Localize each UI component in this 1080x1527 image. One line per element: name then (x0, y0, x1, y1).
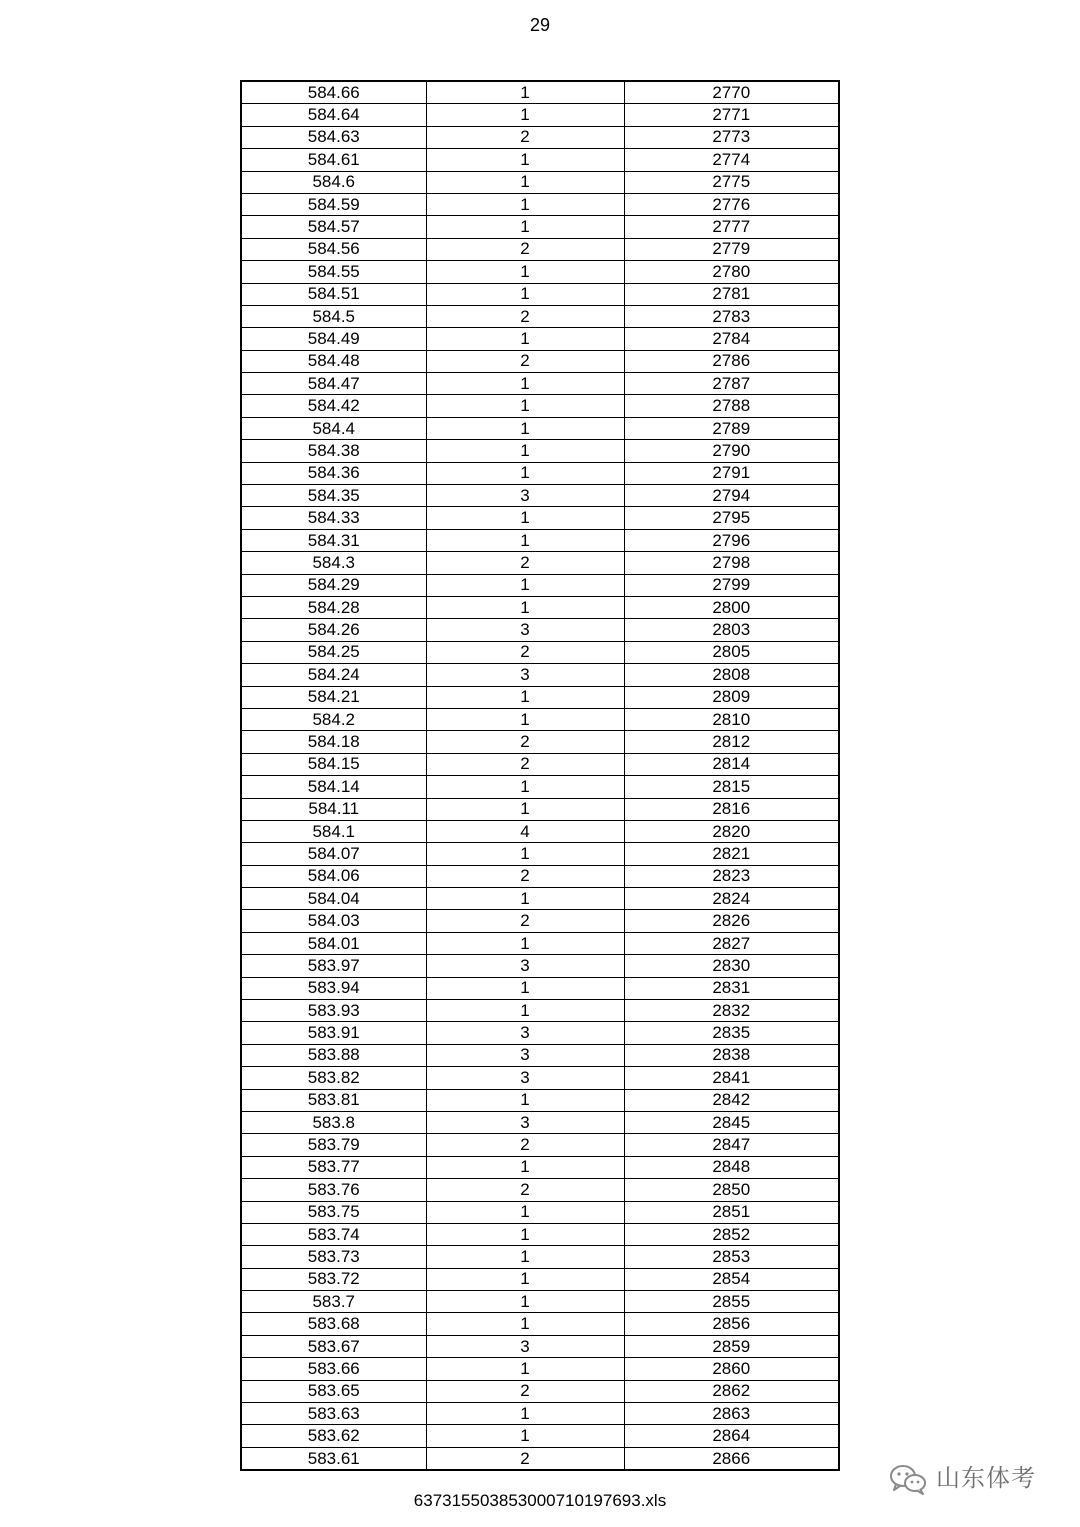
count-cell: 1 (426, 686, 624, 708)
cumulative-cell: 2794 (624, 485, 839, 507)
table-row (241, 1134, 839, 1156)
score-cell: 584.18 (241, 731, 426, 753)
count-cell: 1 (426, 1000, 624, 1022)
score-cell: 584.25 (241, 641, 426, 663)
count-cell: 2 (426, 1134, 624, 1156)
cumulative-cell: 2850 (624, 1179, 839, 1201)
count-cell: 1 (426, 1403, 624, 1425)
score-cell: 583.81 (241, 1089, 426, 1111)
count-cell: 1 (426, 395, 624, 417)
count-cell: 2 (426, 865, 624, 887)
score-cell: 584.07 (241, 843, 426, 865)
table-row (241, 1246, 839, 1268)
cumulative-cell: 2770 (624, 81, 839, 104)
count-cell: 3 (426, 1067, 624, 1089)
table-row (241, 1067, 839, 1089)
count-cell: 2 (426, 552, 624, 574)
cumulative-cell: 2854 (624, 1268, 839, 1290)
count-cell: 2 (426, 641, 624, 663)
score-cell: 583.94 (241, 977, 426, 999)
count-cell: 1 (426, 1156, 624, 1178)
cumulative-cell: 2781 (624, 283, 839, 305)
cumulative-cell: 2787 (624, 373, 839, 395)
score-cell: 584.59 (241, 193, 426, 215)
count-cell: 1 (426, 932, 624, 954)
score-cell: 584.01 (241, 932, 426, 954)
cumulative-cell: 2784 (624, 328, 839, 350)
count-cell: 1 (426, 708, 624, 730)
cumulative-cell: 2798 (624, 552, 839, 574)
cumulative-cell: 2779 (624, 238, 839, 260)
score-cell: 583.73 (241, 1246, 426, 1268)
cumulative-cell: 2800 (624, 596, 839, 618)
cumulative-cell: 2851 (624, 1201, 839, 1223)
watermark-label: 山东体考 (936, 1465, 1036, 1492)
cumulative-cell: 2830 (624, 955, 839, 977)
cumulative-cell: 2823 (624, 865, 839, 887)
count-cell: 1 (426, 798, 624, 820)
table-row (241, 955, 839, 977)
score-cell: 583.97 (241, 955, 426, 977)
table-row (241, 283, 839, 305)
table-row (241, 1089, 839, 1111)
count-cell: 2 (426, 238, 624, 260)
cumulative-cell: 2841 (624, 1067, 839, 1089)
cumulative-cell: 2853 (624, 1246, 839, 1268)
table-row (241, 664, 839, 686)
count-cell: 1 (426, 843, 624, 865)
score-cell: 584.56 (241, 238, 426, 260)
score-cell: 584.64 (241, 104, 426, 126)
cumulative-cell: 2777 (624, 216, 839, 238)
score-cell: 584.42 (241, 395, 426, 417)
count-cell: 1 (426, 193, 624, 215)
table-row (241, 485, 839, 507)
table-row (241, 440, 839, 462)
score-cell: 584.28 (241, 596, 426, 618)
table-row (241, 1022, 839, 1044)
score-cell: 584.55 (241, 261, 426, 283)
table-row (241, 641, 839, 663)
table-row (241, 708, 839, 730)
cumulative-cell: 2848 (624, 1156, 839, 1178)
cumulative-cell: 2812 (624, 731, 839, 753)
cumulative-cell: 2863 (624, 1403, 839, 1425)
count-cell: 3 (426, 955, 624, 977)
table-row (241, 686, 839, 708)
count-cell: 1 (426, 977, 624, 999)
count-cell: 1 (426, 888, 624, 910)
score-cell: 583.66 (241, 1358, 426, 1380)
count-cell: 1 (426, 1358, 624, 1380)
score-cell: 583.67 (241, 1335, 426, 1357)
cumulative-cell: 2790 (624, 440, 839, 462)
count-cell: 4 (426, 820, 624, 842)
score-cell: 584.24 (241, 664, 426, 686)
count-cell: 3 (426, 1022, 624, 1044)
table-row (241, 1358, 839, 1380)
table-row (241, 305, 839, 327)
count-cell: 2 (426, 1179, 624, 1201)
cumulative-cell: 2866 (624, 1447, 839, 1470)
cumulative-cell: 2773 (624, 126, 839, 148)
cumulative-cell: 2827 (624, 932, 839, 954)
table-row (241, 1380, 839, 1402)
table-row (241, 417, 839, 439)
score-cell: 584.49 (241, 328, 426, 350)
table-row (241, 932, 839, 954)
score-cell: 584.63 (241, 126, 426, 148)
score-cell: 583.93 (241, 1000, 426, 1022)
table-row (241, 776, 839, 798)
cumulative-cell: 2774 (624, 149, 839, 171)
cumulative-cell: 2852 (624, 1223, 839, 1245)
count-cell: 1 (426, 1201, 624, 1223)
count-cell: 1 (426, 1268, 624, 1290)
score-cell: 584.21 (241, 686, 426, 708)
table-row (241, 1291, 839, 1313)
table-row (241, 753, 839, 775)
cumulative-cell: 2860 (624, 1358, 839, 1380)
table-row (241, 731, 839, 753)
cumulative-cell: 2791 (624, 462, 839, 484)
count-cell: 1 (426, 104, 624, 126)
score-cell: 583.63 (241, 1403, 426, 1425)
score-cell: 584.03 (241, 910, 426, 932)
cumulative-cell: 2838 (624, 1044, 839, 1066)
score-cell: 584.33 (241, 507, 426, 529)
score-cell: 583.91 (241, 1022, 426, 1044)
count-cell: 1 (426, 776, 624, 798)
score-cell: 584.35 (241, 485, 426, 507)
cumulative-cell: 2847 (624, 1134, 839, 1156)
score-cell: 583.68 (241, 1313, 426, 1335)
cumulative-cell: 2862 (624, 1380, 839, 1402)
score-cell: 583.76 (241, 1179, 426, 1201)
cumulative-cell: 2842 (624, 1089, 839, 1111)
table-row (241, 126, 839, 148)
cumulative-cell: 2856 (624, 1313, 839, 1335)
table-row (241, 261, 839, 283)
table-row (241, 149, 839, 171)
table-row (241, 216, 839, 238)
count-cell: 1 (426, 261, 624, 283)
count-cell: 1 (426, 373, 624, 395)
score-table (240, 80, 840, 1471)
score-cell: 584.6 (241, 171, 426, 193)
cumulative-cell: 2855 (624, 1291, 839, 1313)
score-cell: 584.04 (241, 888, 426, 910)
cumulative-cell: 2815 (624, 776, 839, 798)
cumulative-cell: 2814 (624, 753, 839, 775)
cumulative-cell: 2796 (624, 529, 839, 551)
score-cell: 583.82 (241, 1067, 426, 1089)
cumulative-cell: 2832 (624, 1000, 839, 1022)
score-cell: 584.06 (241, 865, 426, 887)
count-cell: 1 (426, 171, 624, 193)
count-cell: 3 (426, 485, 624, 507)
cumulative-cell: 2816 (624, 798, 839, 820)
cumulative-cell: 2809 (624, 686, 839, 708)
table-row (241, 1403, 839, 1425)
count-cell: 1 (426, 328, 624, 350)
score-table-body (241, 81, 839, 1470)
table-row (241, 843, 839, 865)
score-cell: 584.14 (241, 776, 426, 798)
table-row (241, 888, 839, 910)
score-cell: 584.57 (241, 216, 426, 238)
count-cell: 2 (426, 910, 624, 932)
score-cell: 584.38 (241, 440, 426, 462)
score-cell: 584.36 (241, 462, 426, 484)
cumulative-cell: 2783 (624, 305, 839, 327)
score-cell: 583.65 (241, 1380, 426, 1402)
count-cell: 1 (426, 574, 624, 596)
count-cell: 1 (426, 1246, 624, 1268)
table-row (241, 1313, 839, 1335)
count-cell: 1 (426, 216, 624, 238)
table-row (241, 328, 839, 350)
table-row (241, 820, 839, 842)
table-row (241, 574, 839, 596)
watermark (888, 1459, 1036, 1499)
count-cell: 2 (426, 305, 624, 327)
count-cell: 1 (426, 149, 624, 171)
table-row (241, 1156, 839, 1178)
count-cell: 2 (426, 731, 624, 753)
score-cell: 583.77 (241, 1156, 426, 1178)
score-cell: 584.66 (241, 81, 426, 104)
table-row (241, 395, 839, 417)
table-row (241, 1335, 839, 1357)
cumulative-cell: 2824 (624, 888, 839, 910)
table-row (241, 1111, 839, 1133)
cumulative-cell: 2788 (624, 395, 839, 417)
count-cell: 3 (426, 619, 624, 641)
score-cell: 583.79 (241, 1134, 426, 1156)
table-row (241, 1201, 839, 1223)
table-row (241, 1447, 839, 1470)
table-row (241, 171, 839, 193)
cumulative-cell: 2795 (624, 507, 839, 529)
score-cell: 583.72 (241, 1268, 426, 1290)
cumulative-cell: 2835 (624, 1022, 839, 1044)
cumulative-cell: 2799 (624, 574, 839, 596)
score-cell: 584.48 (241, 350, 426, 372)
count-cell: 1 (426, 1223, 624, 1245)
table-row (241, 350, 839, 372)
cumulative-cell: 2771 (624, 104, 839, 126)
count-cell: 1 (426, 596, 624, 618)
count-cell: 1 (426, 1425, 624, 1447)
table-row (241, 977, 839, 999)
page-number: 29 (529, 15, 551, 35)
count-cell: 3 (426, 1044, 624, 1066)
score-cell: 583.75 (241, 1201, 426, 1223)
score-cell: 583.88 (241, 1044, 426, 1066)
cumulative-cell: 2780 (624, 261, 839, 283)
cumulative-cell: 2803 (624, 619, 839, 641)
count-cell: 2 (426, 126, 624, 148)
count-cell: 1 (426, 81, 624, 104)
table-row (241, 552, 839, 574)
table-row (241, 373, 839, 395)
score-cell: 584.1 (241, 820, 426, 842)
count-cell: 2 (426, 1380, 624, 1402)
footer-filename: 637315503853000710197693.xls (413, 1491, 667, 1510)
count-cell: 3 (426, 664, 624, 686)
table-row (241, 1179, 839, 1201)
cumulative-cell: 2805 (624, 641, 839, 663)
table-row (241, 529, 839, 551)
table-row (241, 104, 839, 126)
count-cell: 1 (426, 417, 624, 439)
count-cell: 1 (426, 283, 624, 305)
cumulative-cell: 2820 (624, 820, 839, 842)
count-cell: 1 (426, 507, 624, 529)
count-cell: 1 (426, 462, 624, 484)
cumulative-cell: 2831 (624, 977, 839, 999)
table-row (241, 798, 839, 820)
cumulative-cell: 2826 (624, 910, 839, 932)
cumulative-cell: 2776 (624, 193, 839, 215)
table-row (241, 193, 839, 215)
count-cell: 1 (426, 1291, 624, 1313)
score-cell: 583.62 (241, 1425, 426, 1447)
table-row (241, 1223, 839, 1245)
score-cell: 584.61 (241, 149, 426, 171)
score-cell: 583.7 (241, 1291, 426, 1313)
count-cell: 1 (426, 440, 624, 462)
score-cell: 584.15 (241, 753, 426, 775)
table-row (241, 596, 839, 618)
cumulative-cell: 2808 (624, 664, 839, 686)
score-cell: 584.5 (241, 305, 426, 327)
score-cell: 584.29 (241, 574, 426, 596)
cumulative-cell: 2786 (624, 350, 839, 372)
score-cell: 584.11 (241, 798, 426, 820)
table-row (241, 619, 839, 641)
score-cell: 584.26 (241, 619, 426, 641)
table-row (241, 507, 839, 529)
table-row (241, 1000, 839, 1022)
table-row (241, 1425, 839, 1447)
cumulative-cell: 2775 (624, 171, 839, 193)
score-cell: 584.31 (241, 529, 426, 551)
table-row (241, 1044, 839, 1066)
table-row (241, 462, 839, 484)
cumulative-cell: 2810 (624, 708, 839, 730)
score-cell: 584.2 (241, 708, 426, 730)
score-cell: 583.74 (241, 1223, 426, 1245)
cumulative-cell: 2859 (624, 1335, 839, 1357)
count-cell: 3 (426, 1111, 624, 1133)
cumulative-cell: 2821 (624, 843, 839, 865)
count-cell: 1 (426, 1313, 624, 1335)
count-cell: 2 (426, 753, 624, 775)
count-cell: 2 (426, 1447, 624, 1470)
count-cell: 3 (426, 1335, 624, 1357)
table-row (241, 910, 839, 932)
table-row (241, 238, 839, 260)
cumulative-cell: 2864 (624, 1425, 839, 1447)
table-row (241, 865, 839, 887)
score-cell: 583.61 (241, 1447, 426, 1470)
table-row (241, 81, 839, 104)
count-cell: 1 (426, 529, 624, 551)
count-cell: 1 (426, 1089, 624, 1111)
table-row (241, 1268, 839, 1290)
count-cell: 2 (426, 350, 624, 372)
score-cell: 584.4 (241, 417, 426, 439)
score-cell: 584.51 (241, 283, 426, 305)
score-cell: 584.3 (241, 552, 426, 574)
cumulative-cell: 2789 (624, 417, 839, 439)
score-cell: 584.47 (241, 373, 426, 395)
cumulative-cell: 2845 (624, 1111, 839, 1133)
score-cell: 583.8 (241, 1111, 426, 1133)
wechat-icon (888, 1462, 928, 1496)
